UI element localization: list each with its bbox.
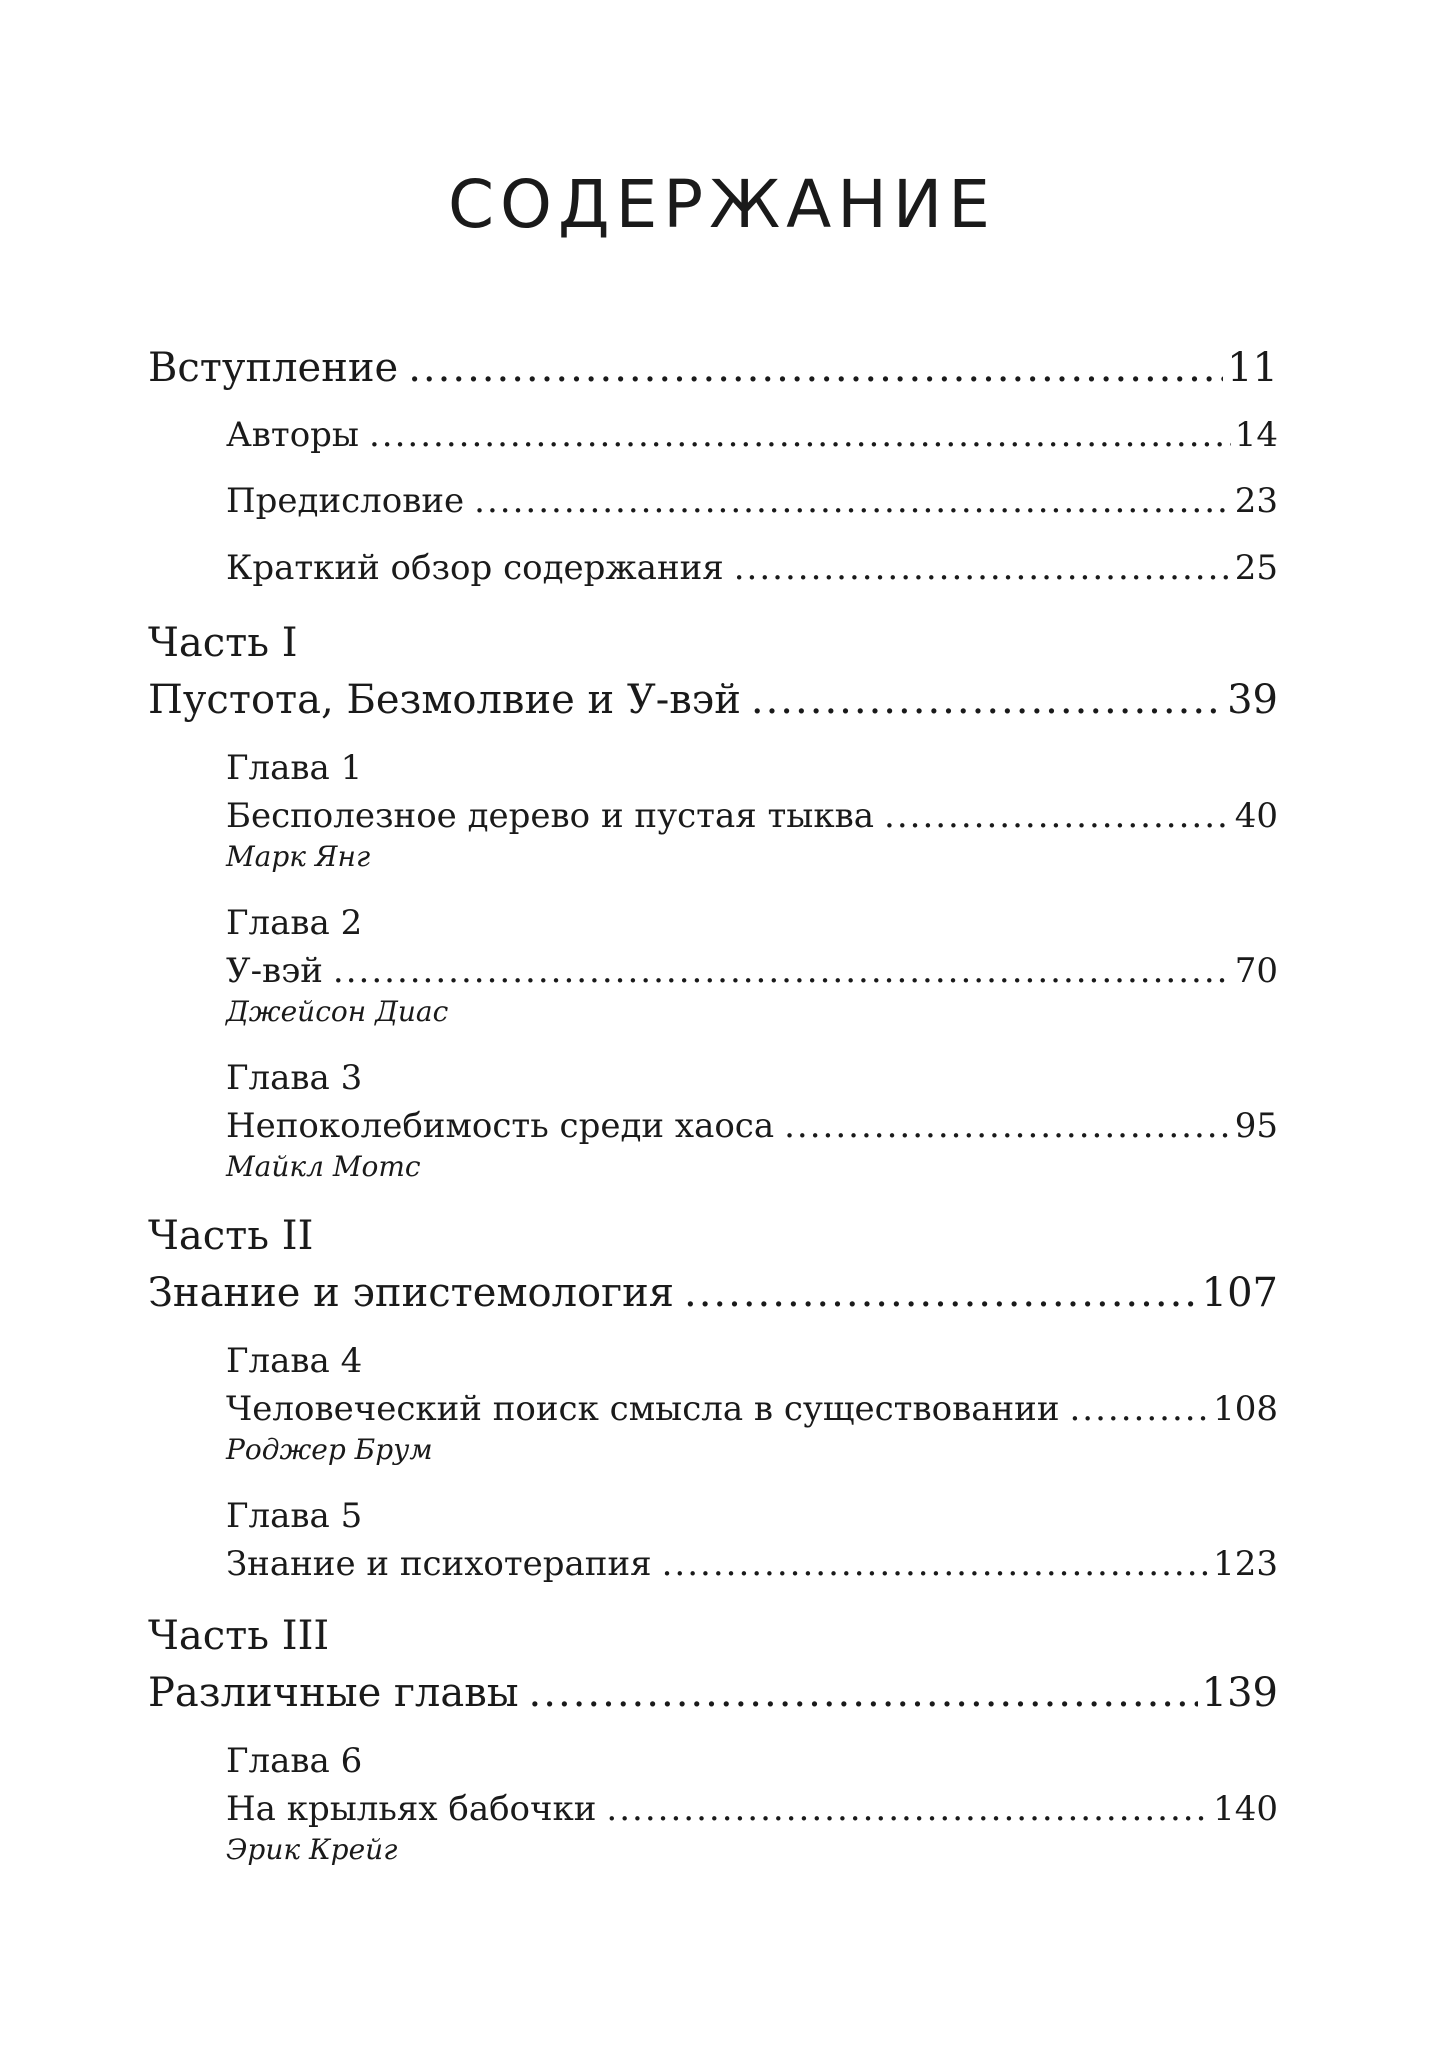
chapter-author: Роджер Брум	[226, 1433, 433, 1466]
leader-dots	[606, 1786, 1209, 1832]
chapter-label: Глава 1	[226, 748, 363, 788]
toc-page-number: 25	[1234, 548, 1278, 588]
toc-page-number: 40	[1234, 796, 1278, 836]
toc-entry-title: Различные главы	[148, 1670, 519, 1716]
toc-entry-title: Бесполезное дерево и пустая тыква	[226, 796, 875, 836]
leader-dots	[662, 1541, 1210, 1587]
leader-dots	[474, 478, 1231, 524]
part-label: Часть III	[148, 1613, 330, 1659]
toc-page-number: 70	[1234, 951, 1278, 991]
toc-page-number: 139	[1201, 1670, 1278, 1716]
toc-entry-title: Авторы	[226, 415, 359, 455]
toc-page-number: 108	[1213, 1389, 1278, 1429]
toc-entry-title: Предисловие	[226, 481, 465, 521]
chapter-author: Джейсон Диас	[226, 995, 449, 1028]
toc-page-number: 39	[1227, 677, 1278, 723]
leader-dots	[333, 948, 1231, 994]
part-label: Часть II	[148, 1213, 314, 1259]
leader-dots	[784, 1103, 1231, 1149]
toc-page-number: 107	[1201, 1270, 1278, 1316]
toc-entry-title: У-вэй	[226, 951, 323, 991]
chapter-label: Глава 4	[226, 1341, 363, 1381]
leader-dots	[684, 1265, 1198, 1321]
leader-dots	[1070, 1386, 1210, 1432]
toc-entry-part-3[interactable]	[148, 1665, 1278, 1721]
toc-entry-title: На крыльях бабочки	[226, 1789, 597, 1829]
toc-entry-overview[interactable]	[226, 545, 1278, 591]
toc-entry-title: Знание и эпистемология	[148, 1270, 674, 1316]
toc-entry-title: Краткий обзор содержания	[226, 548, 724, 588]
toc-entry-intro[interactable]	[148, 340, 1278, 396]
chapter-label: Глава 3	[226, 1058, 363, 1098]
toc-entry-chapter-4[interactable]	[226, 1386, 1278, 1432]
toc-entry-preface[interactable]	[226, 478, 1278, 524]
toc-entry-chapter-2[interactable]	[226, 948, 1278, 994]
toc-entry-title: Непоколебимость среди хаоса	[226, 1106, 775, 1146]
leader-dots	[529, 1665, 1198, 1721]
toc-entry-authors[interactable]	[226, 412, 1278, 458]
part-label: Часть I	[148, 620, 298, 666]
leader-dots	[751, 672, 1223, 728]
chapter-author: Майкл Мотс	[226, 1150, 421, 1183]
leader-dots	[408, 340, 1223, 396]
leader-dots	[734, 545, 1231, 591]
leader-dots	[369, 412, 1231, 458]
toc-entry-title: Пустота, Безмолвие и У-вэй	[148, 677, 741, 723]
chapter-label: Глава 5	[226, 1496, 363, 1536]
toc-page-number: 23	[1234, 481, 1278, 521]
toc-entry-title: Вступление	[148, 345, 399, 391]
toc-entry-chapter-1[interactable]	[226, 793, 1278, 839]
toc-page-number: 140	[1213, 1789, 1278, 1829]
toc-entry-part-2[interactable]	[148, 1265, 1278, 1321]
toc-entry-title: Знание и психотерапия	[226, 1544, 652, 1584]
toc-entry-title: Человеческий поиск смысла в существовании	[226, 1389, 1060, 1429]
toc-page-number: 14	[1234, 415, 1278, 455]
leader-dots	[884, 793, 1231, 839]
toc-entry-chapter-3[interactable]	[226, 1103, 1278, 1149]
chapter-label: Глава 6	[226, 1741, 363, 1781]
toc-page-number: 95	[1234, 1106, 1278, 1146]
toc-entry-chapter-5[interactable]	[226, 1541, 1278, 1587]
chapter-author: Марк Янг	[226, 840, 371, 873]
chapter-author: Эрик Крейг	[226, 1833, 398, 1866]
toc-entry-chapter-6[interactable]	[226, 1786, 1278, 1832]
chapter-label: Глава 2	[226, 903, 363, 943]
page-title: СОДЕРЖАНИЕ	[447, 166, 997, 243]
toc-page-number: 123	[1213, 1544, 1278, 1584]
toc-page-number: 11	[1227, 345, 1278, 391]
toc-entry-part-1[interactable]	[148, 672, 1278, 728]
